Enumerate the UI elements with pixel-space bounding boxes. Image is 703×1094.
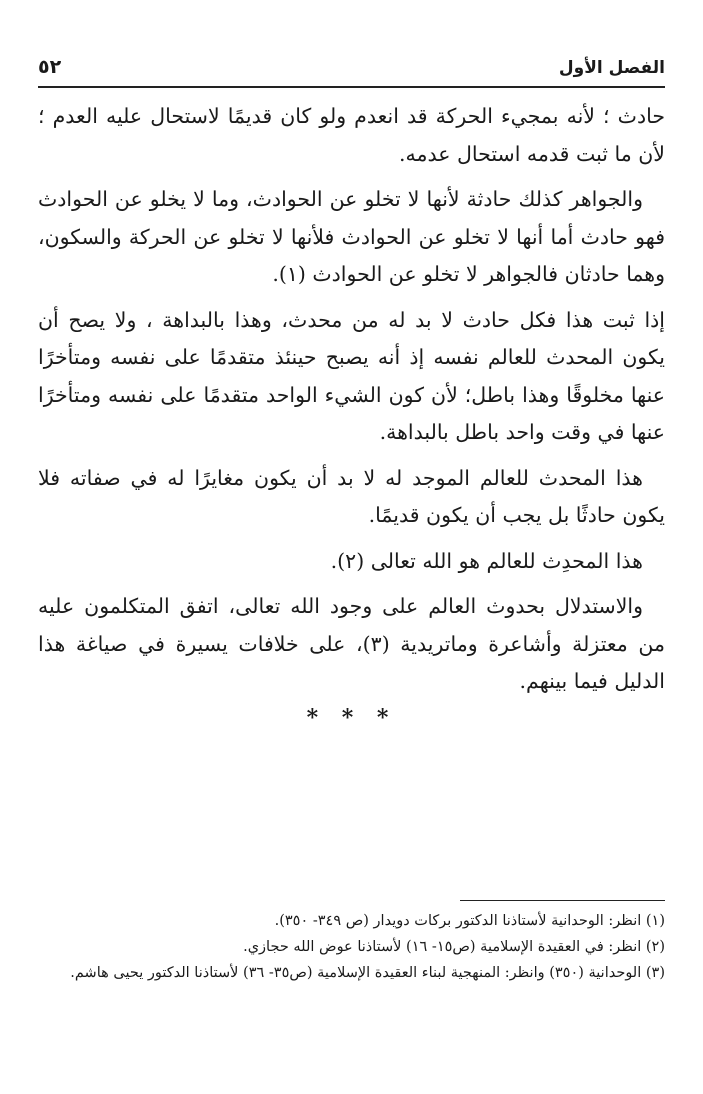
body-text: [38, 98, 665, 709]
footnote: (١) انظر: الوحدانية لأستاذنا الدكتور بركات دويدار (ص ٣٤٩- ٣٥٠).: [274, 913, 665, 929]
paragraph: والجواهر كذلك حادثة لأنها لا تخلو عن الحوادث، وما لا يخلو عن الحوادث فهو حادث أما أنها لا تخلو عن الحوادث فلأنها لا تخلو عن الحركة والسكون، وهما حادثان فالجواهر لا تخلو عن الحوادث (١).: [38, 187, 665, 286]
footnote: (٣) الوحدانية (٣٥٠) وانظر: المنهجية لبناء العقيدة الإسلامية (ص٣٥- ٣٦) لأستاذنا الدكتور يحيى هاشم.: [70, 965, 665, 981]
chapter-title: الفصل الأول: [558, 58, 665, 78]
running-header: [38, 52, 665, 88]
footnote-divider: [460, 900, 665, 901]
paragraph: إذا ثبت هذا فكل حادث لا بد له من محدث، وهذا بالبداهة ، ولا يصح أن يكون المحدث للعالم نفسه إذ أنه يصبح حينئذ متقدمًا على نفسه ومتأخرًا عنها مخلوقًا وهذا باطل؛ لأن كون الشيء الواحد متقدمًا على نفسه ومتأخرًا عنها في وقت واحد باطل بالبداهة.: [38, 307, 665, 444]
footnote: (٢) انظر: في العقيدة الإسلامية (ص١٥- ١٦) لأستاذنا عوض الله حجازي.: [243, 939, 665, 955]
paragraph: حادث ؛ لأنه بمجيء الحركة قد انعدم ولو كان قديمًا لاستحال عليه العدم ؛ لأن ما ثبت قدمه استحال عدمه.: [38, 104, 665, 166]
section-separator: * * *: [306, 705, 397, 731]
paragraph: والاستدلال بحدوث العالم على وجود الله تعالى، اتفق المتكلمون عليه من معتزلة وأشاعرة وماتريدية (٣)، على خلافات يسيرة في صياغة هذا الدليل فيما بينهم.: [38, 594, 665, 693]
paragraph: هذا المحدِث للعالم هو الله تعالى (٢).: [330, 548, 643, 573]
footnotes: [38, 908, 665, 986]
page-number: ٥٢: [38, 56, 62, 78]
paragraph: هذا المحدث للعالم الموجد له لا بد أن يكون مغايرًا له في صفاته فلا يكون حادثًا بل يجب أن يكون قديمًا.: [38, 465, 665, 527]
